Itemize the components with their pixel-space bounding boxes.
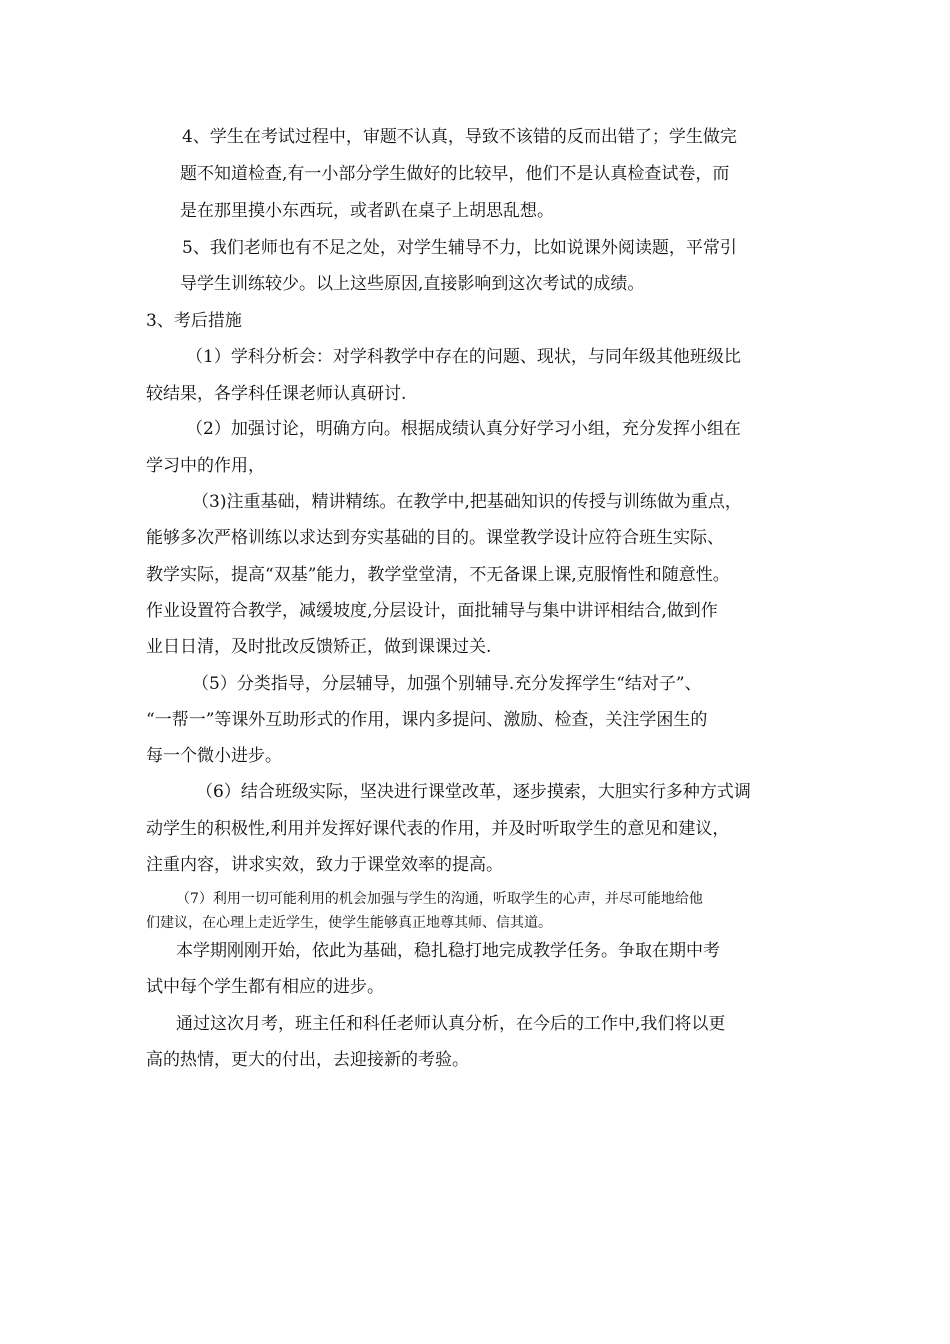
measure-3-line-1: （3)注重基础，精讲精练。在教学中,把基础知识的传授与训练做为重点，: [192, 492, 742, 512]
paragraph-5-line-1: 5、我们老师也有不足之处，对学生辅导不力，比如说课外阅读题，平常引: [182, 238, 737, 258]
measure-2-line-2: 学习中的作用，: [146, 456, 265, 476]
measure-5-line-3: 每一个微小进步。: [146, 746, 282, 766]
paragraph-4-line-1: 4、学生在考试过程中，审题不认真，导致不该错的反而出错了；学生做完: [182, 127, 737, 147]
measure-1-line-2: 较结果，各学科任课老师认真研讨.: [146, 384, 407, 404]
measure-6-line-3: 注重内容，讲求实效，致力于课堂效率的提高。: [146, 855, 503, 875]
measure-7-line-2: 们建议，在心理上走近学生，使学生能够真正地尊其师、信其道。: [146, 915, 552, 931]
closing-paragraph-1-line-1: 本学期刚刚开始，依此为基础，稳扎稳打地完成教学任务。争取在期中考: [176, 941, 720, 961]
measure-6-line-2: 动学生的积极性,利用并发挥好课代表的作用，并及时听取学生的意见和建议，: [146, 819, 730, 839]
closing-paragraph-1-line-2: 试中每个学生都有相应的进步。: [146, 977, 384, 997]
paragraph-4-line-2: 题不知道检查,有一小部分学生做好的比较早，他们不是认真检查试卷，而: [180, 164, 730, 184]
measure-3-line-2: 能够多次严格训练以求达到夯实基础的目的。课堂教学设计应符合班生实际、: [146, 528, 724, 548]
measure-2-line-1: （2）加强讨论，明确方向。根据成绩认真分好学习小组，充分发挥小组在: [186, 419, 741, 439]
measure-7-line-1: （7）利用一切可能利用的机会加强与学生的沟通，听取学生的心声，并尽可能地给他: [176, 891, 703, 907]
section-heading-3: 3、考后措施: [146, 311, 242, 331]
paragraph-4-line-3: 是在那里摸小东西玩，或者趴在桌子上胡思乱想。: [180, 201, 554, 221]
paragraph-5-line-2: 导学生训练较少。以上这些原因,直接影响到这次考试的成绩。: [180, 274, 645, 294]
measure-6-line-1: （6）结合班级实际，坚决进行课堂改革，逐步摸索，大胆实行多种方式调: [196, 782, 751, 802]
measure-3-line-3: 教学实际，提高“双基”能力，教学堂堂清，不无备课上课,克服惰性和随意性。: [146, 565, 730, 585]
measure-5-line-2: “一帮一”等课外互助形式的作用，课内多提问、激励、检查，关注学困生的: [146, 710, 708, 730]
measure-3-line-4: 作业设置符合教学，减缓坡度,分层设计，面批辅导与集中讲评相结合,做到作: [146, 601, 718, 621]
closing-paragraph-2-line-2: 高的热情，更大的付出，去迎接新的考验。: [146, 1050, 469, 1070]
measure-1-line-1: （1）学科分析会：对学科教学中存在的问题、现状，与同年级其他班级比: [186, 347, 741, 367]
measure-5-line-1: （5）分类指导，分层辅导，加强个别辅导.充分发挥学生“结对子”、: [192, 674, 702, 694]
measure-3-line-5: 业日日清，及时批改反馈矫正，做到课课过关.: [146, 637, 492, 657]
closing-paragraph-2-line-1: 通过这次月考，班主任和科任老师认真分析，在今后的工作中,我们将以更: [176, 1014, 726, 1034]
